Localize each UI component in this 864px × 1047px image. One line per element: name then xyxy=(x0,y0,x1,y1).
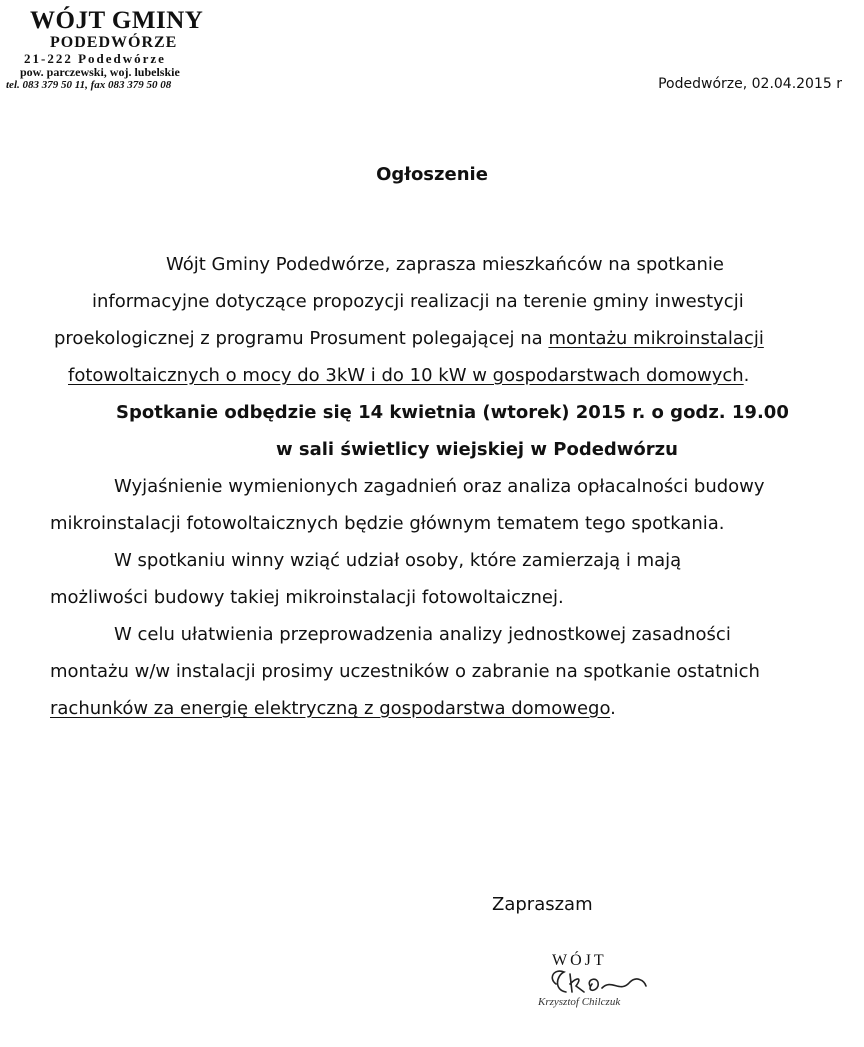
paragraph1-line4-tail: . xyxy=(743,365,750,386)
paragraph4-line2: montażu w/w instalacji prosimy uczestników o zabranie na spotkanie ostatnich xyxy=(50,661,760,682)
document-title: Ogłoszenie xyxy=(376,164,488,185)
paragraph1-line3 xyxy=(54,328,764,349)
paragraph3-line2: możliwości budowy takiej mikroinstalacji fotowoltaicznej. xyxy=(50,587,564,608)
closing-text: Zapraszam xyxy=(492,894,593,915)
meeting-place-line: w sali świetlicy wiejskiej w Podedwórzu xyxy=(276,439,678,460)
signature-stamp xyxy=(530,950,670,1020)
signature-title: WÓJT xyxy=(552,952,607,969)
paragraph1-line2: informacyjne dotyczące propozycji realizacji na terenie gminy inwestycji xyxy=(92,291,744,312)
paragraph1-underlined-phrase-end: fotowoltaicznych o mocy do 3kW i do 10 kW w gospodarstwach domowych xyxy=(68,365,744,386)
handwritten-signature xyxy=(546,964,656,998)
stamp-region: pow. parczewski, woj. lubelskie xyxy=(20,65,180,79)
paragraph2-line2: mikroinstalacji fotowoltaicznych będzie głównym tematem tego spotkania. xyxy=(50,513,725,534)
paragraph3-line1: W spotkaniu winny wziąć udział osoby, które zamierzają i mają xyxy=(114,550,682,571)
place-and-date: Podedwórze, 02.04.2015 r xyxy=(658,76,842,92)
meeting-date-line: Spotkanie odbędzie się 14 kwietnia (wtorek) 2015 r. o godz. 19.00 xyxy=(116,402,789,423)
stamp-contact: tel. 083 379 50 11, fax 083 379 50 08 xyxy=(6,79,172,91)
paragraph4-line3 xyxy=(50,698,616,719)
stamp-commune: PODEDWÓRZE xyxy=(50,34,178,51)
office-stamp xyxy=(6,8,246,92)
paragraph4-underlined-phrase: rachunków za energię elektryczną z gospodarstwa domowego xyxy=(50,698,611,719)
paragraph2-line1: Wyjaśnienie wymienionych zagadnień oraz analiza opłacalności budowy xyxy=(114,476,765,497)
paragraph1-underlined-phrase-start: montażu mikroinstalacji xyxy=(548,328,764,349)
paragraph1-line1: Wójt Gminy Podedwórze, zaprasza mieszkańców na spotkanie xyxy=(166,254,724,275)
stamp-postal-address: 21-222 Podedwórze xyxy=(24,51,166,66)
paragraph1-line4 xyxy=(68,365,749,386)
stamp-office-name: WÓJT GMINY xyxy=(30,7,204,34)
signature-name: Krzysztof Chilczuk xyxy=(538,996,621,1008)
paragraph1-line3-text: proekologicznej z programu Prosument polegającej na xyxy=(54,328,549,349)
paragraph4-line1: W celu ułatwienia przeprowadzenia analizy jednostkowej zasadności xyxy=(114,624,731,645)
paragraph4-line3-tail: . xyxy=(610,698,616,719)
